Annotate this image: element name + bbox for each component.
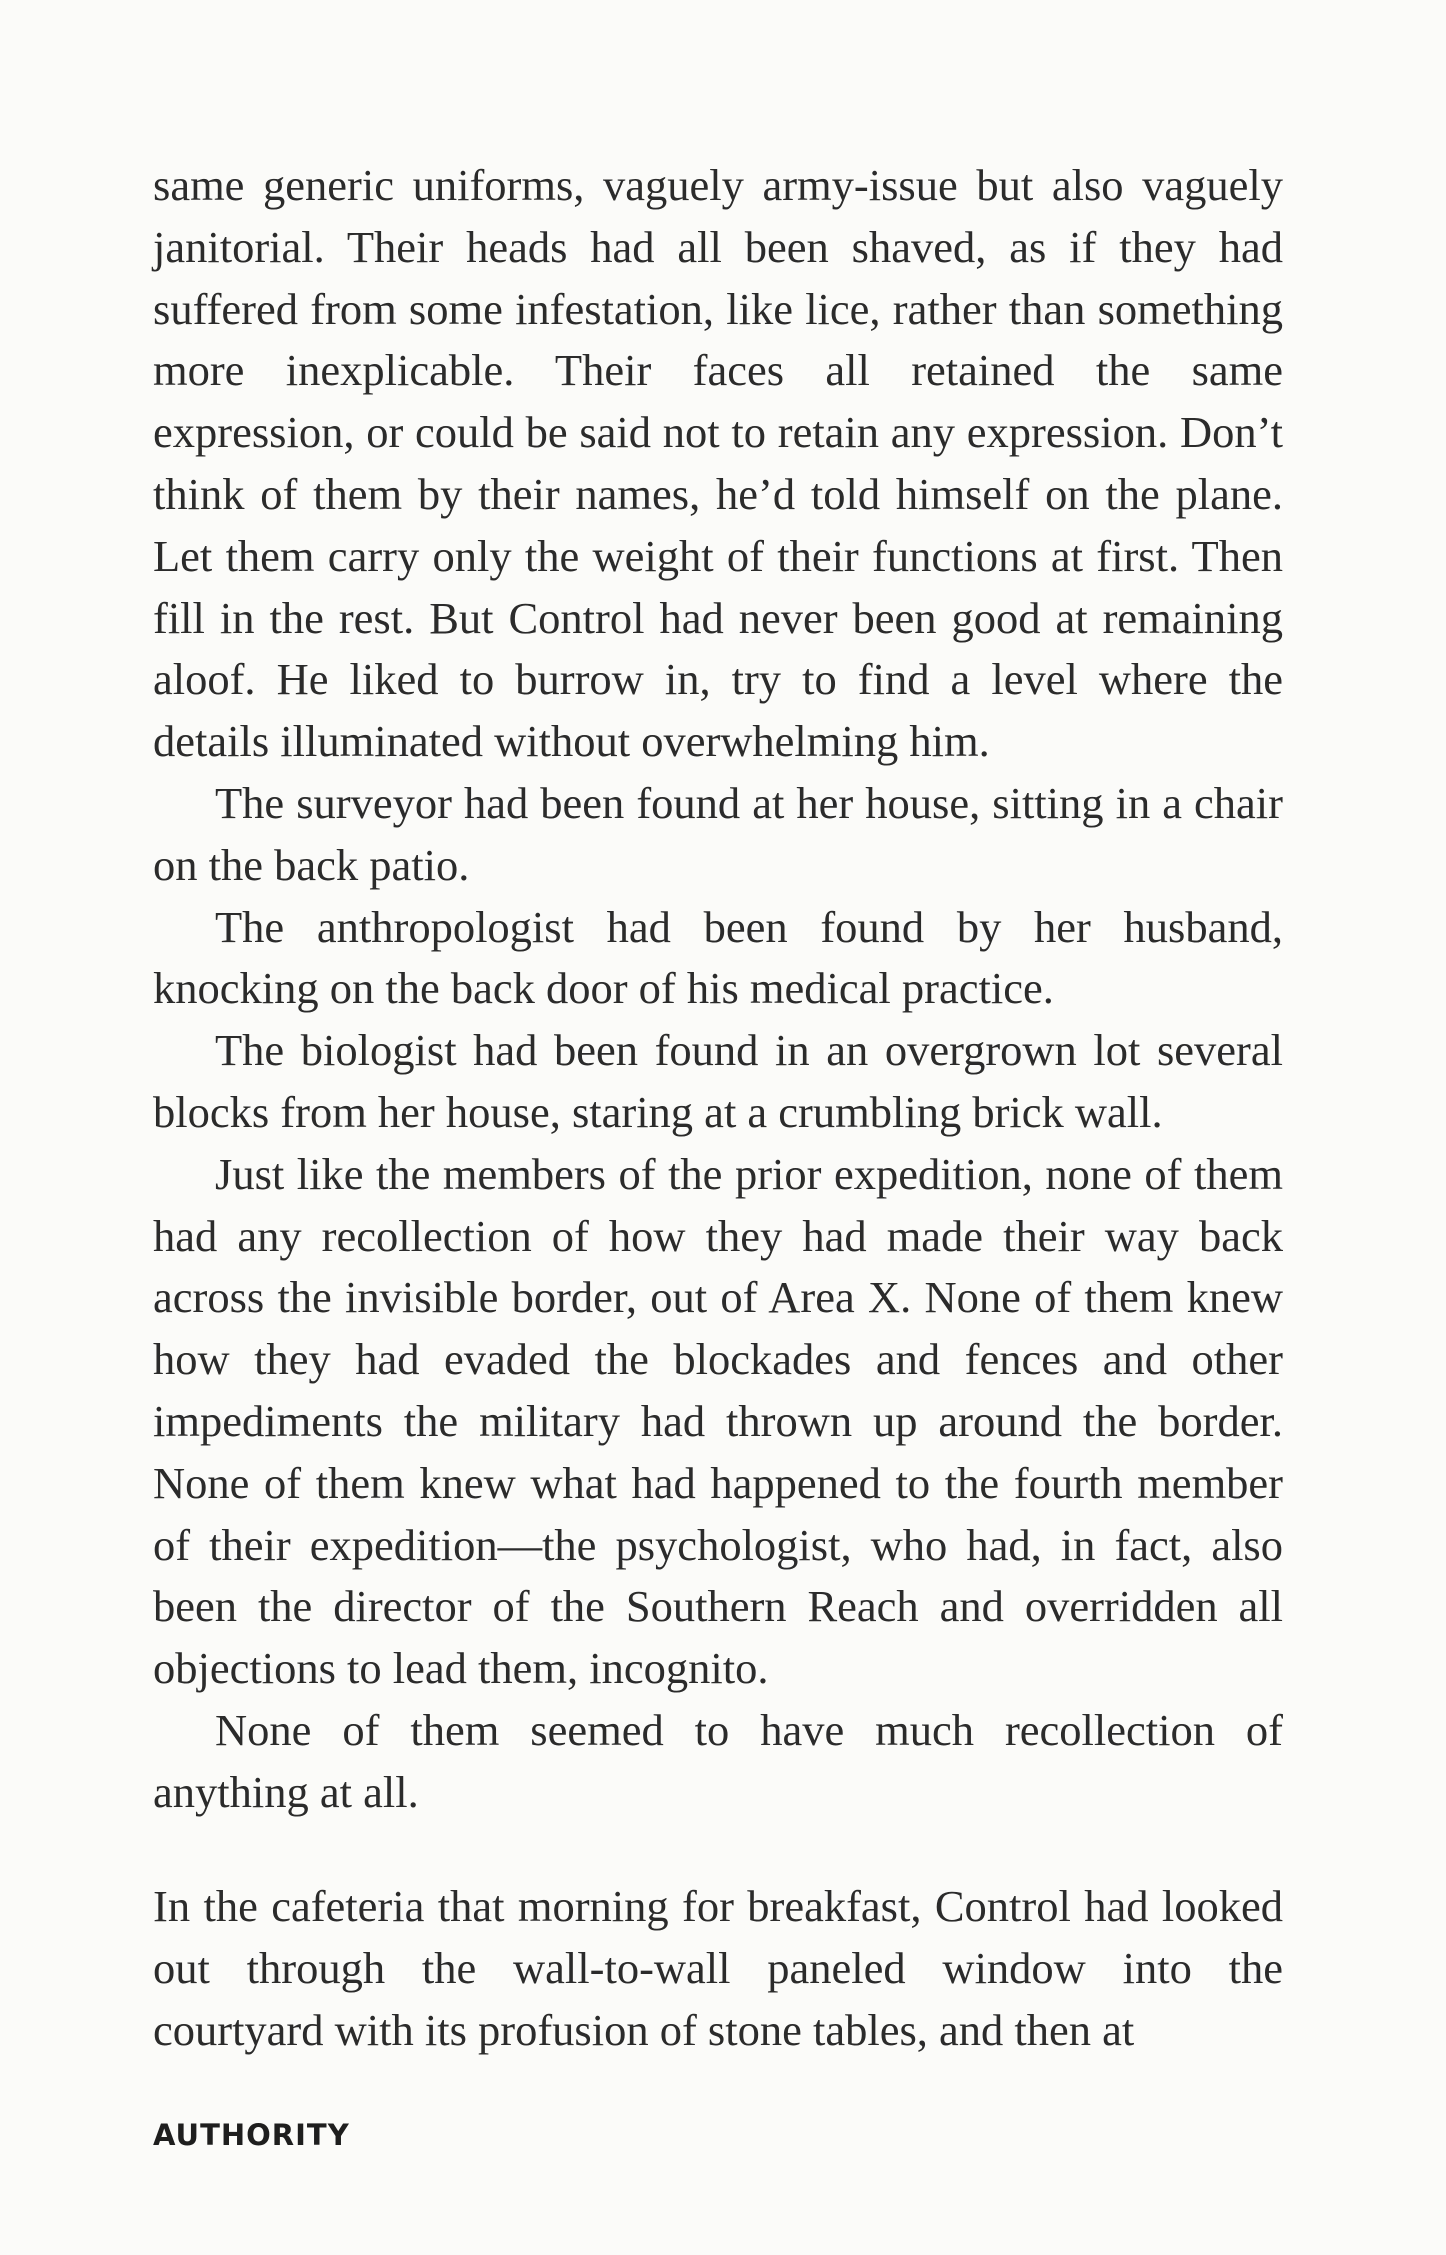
- paragraph: None of them seemed to have much recollection of anything at all.: [153, 1704, 1283, 1817]
- paragraph: Just like the members of the prior expedition, none of them had any recollection of how they had made their way back across the invisible border, out of Area X. None of them knew how they had evaded the blockades and fences and other impediments the military had thrown up around the border. None of them knew what had happened to the fourth member of their expedition—the psychologist, who had, in fact, also been the director of the Southern Reach and overridden all objections to lead them, incognito.: [153, 1148, 1283, 1694]
- section-break-text: [153, 1876, 1283, 2061]
- paragraph: In the cafeteria that morning for breakfast, Control had looked out through the wall-to-wall paneled window into the courtyard with its profusion of stone tables, and then at: [153, 1881, 1283, 2055]
- paragraph: The surveyor had been found at her house, sitting in a chair on the back patio.: [153, 777, 1283, 890]
- paragraph: same generic uniforms, vaguely army-issue but also vaguely janitorial. Their heads had all been shaved, as if they had suffered from some infestation, like lice, rather than something more inexplicable. Their faces all retained the same expression, or could be said not to retain any expression. Don’t think of them by their names, he’d told himself on the plane. Let them carry only the weight of their functions at first. Then fill in the rest. But Control had never been good at remaining aloof. He liked to burrow in, try to find a level where the details illuminated without overwhelming him.: [153, 160, 1283, 767]
- main-text-section: [153, 155, 1283, 1824]
- running-footer-title: AUTHORITY: [153, 2118, 350, 2152]
- paragraph: The biologist had been found in an overgrown lot several blocks from her house, staring at a crumbling brick wall.: [153, 1025, 1283, 1137]
- paragraph: The anthropologist had been found by her husband, knocking on the back door of his medical practice.: [153, 901, 1283, 1014]
